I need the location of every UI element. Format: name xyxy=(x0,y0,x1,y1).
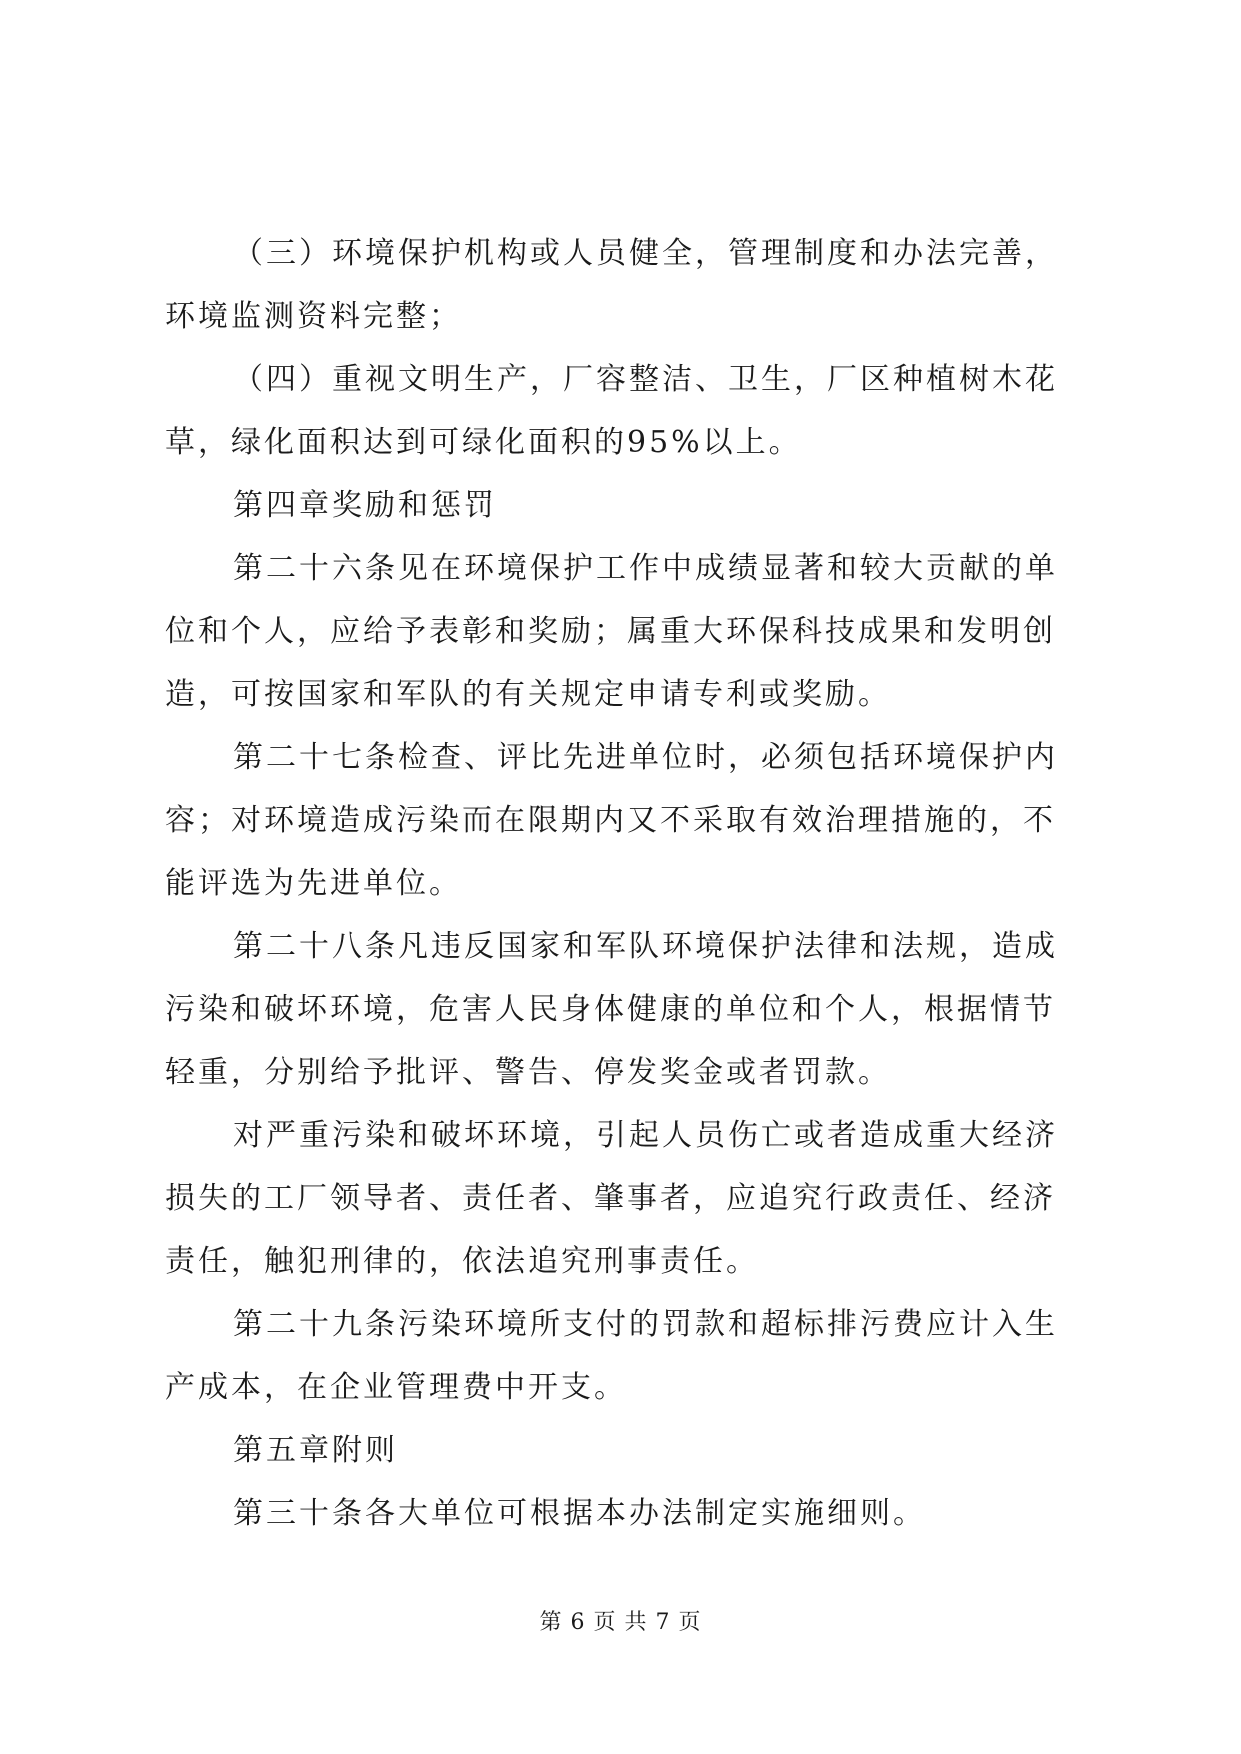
article-28: 第二十八条凡违反国家和军队环境保护法律和法规，造成污染和破坏环境，危害人民身体健康的单位和个人，根据情节轻重，分别给予批评、警告、停发奖金或者罚款。 xyxy=(165,929,1058,1090)
article-30: 第三十条各大单位可根据本办法制定实施细则。 xyxy=(233,1496,926,1531)
article-27: 第二十七条检查、评比先进单位时，必须包括环境保护内容；对环境造成污染而在限期内又不采取有效治理措施的，不能评选为先进单位。 xyxy=(165,740,1058,901)
article-29: 第二十九条污染环境所支付的罚款和超标排污费应计入生产成本，在企业管理费中开支。 xyxy=(165,1307,1058,1405)
chapter-heading-5: 第五章附则 xyxy=(233,1433,398,1468)
article-26: 第二十六条见在环境保护工作中成绩显著和较大贡献的单位和个人，应给予表彰和奖励；属重大环保科技成果和发明创造，可按国家和军队的有关规定申请专利或奖励。 xyxy=(165,551,1058,712)
paragraph-item-4: （四）重视文明生产，厂容整洁、卫生，厂区种植树木花草，绿化面积达到可绿化面积的95%以上。 xyxy=(165,362,1058,460)
chapter-heading-4: 第四章奖励和惩罚 xyxy=(233,488,497,523)
page-number-footer: 第 6 页 共 7 页 xyxy=(539,1610,702,1635)
article-28-paragraph-2: 对严重污染和破坏环境，引起人员伤亡或者造成重大经济损失的工厂领导者、责任者、肇事者，应追究行政责任、经济责任，触犯刑律的，依法追究刑事责任。 xyxy=(165,1118,1058,1279)
paragraph-item-3: （三）环境保护机构或人员健全，管理制度和办法完善，环境监测资料完整； xyxy=(165,236,1058,334)
